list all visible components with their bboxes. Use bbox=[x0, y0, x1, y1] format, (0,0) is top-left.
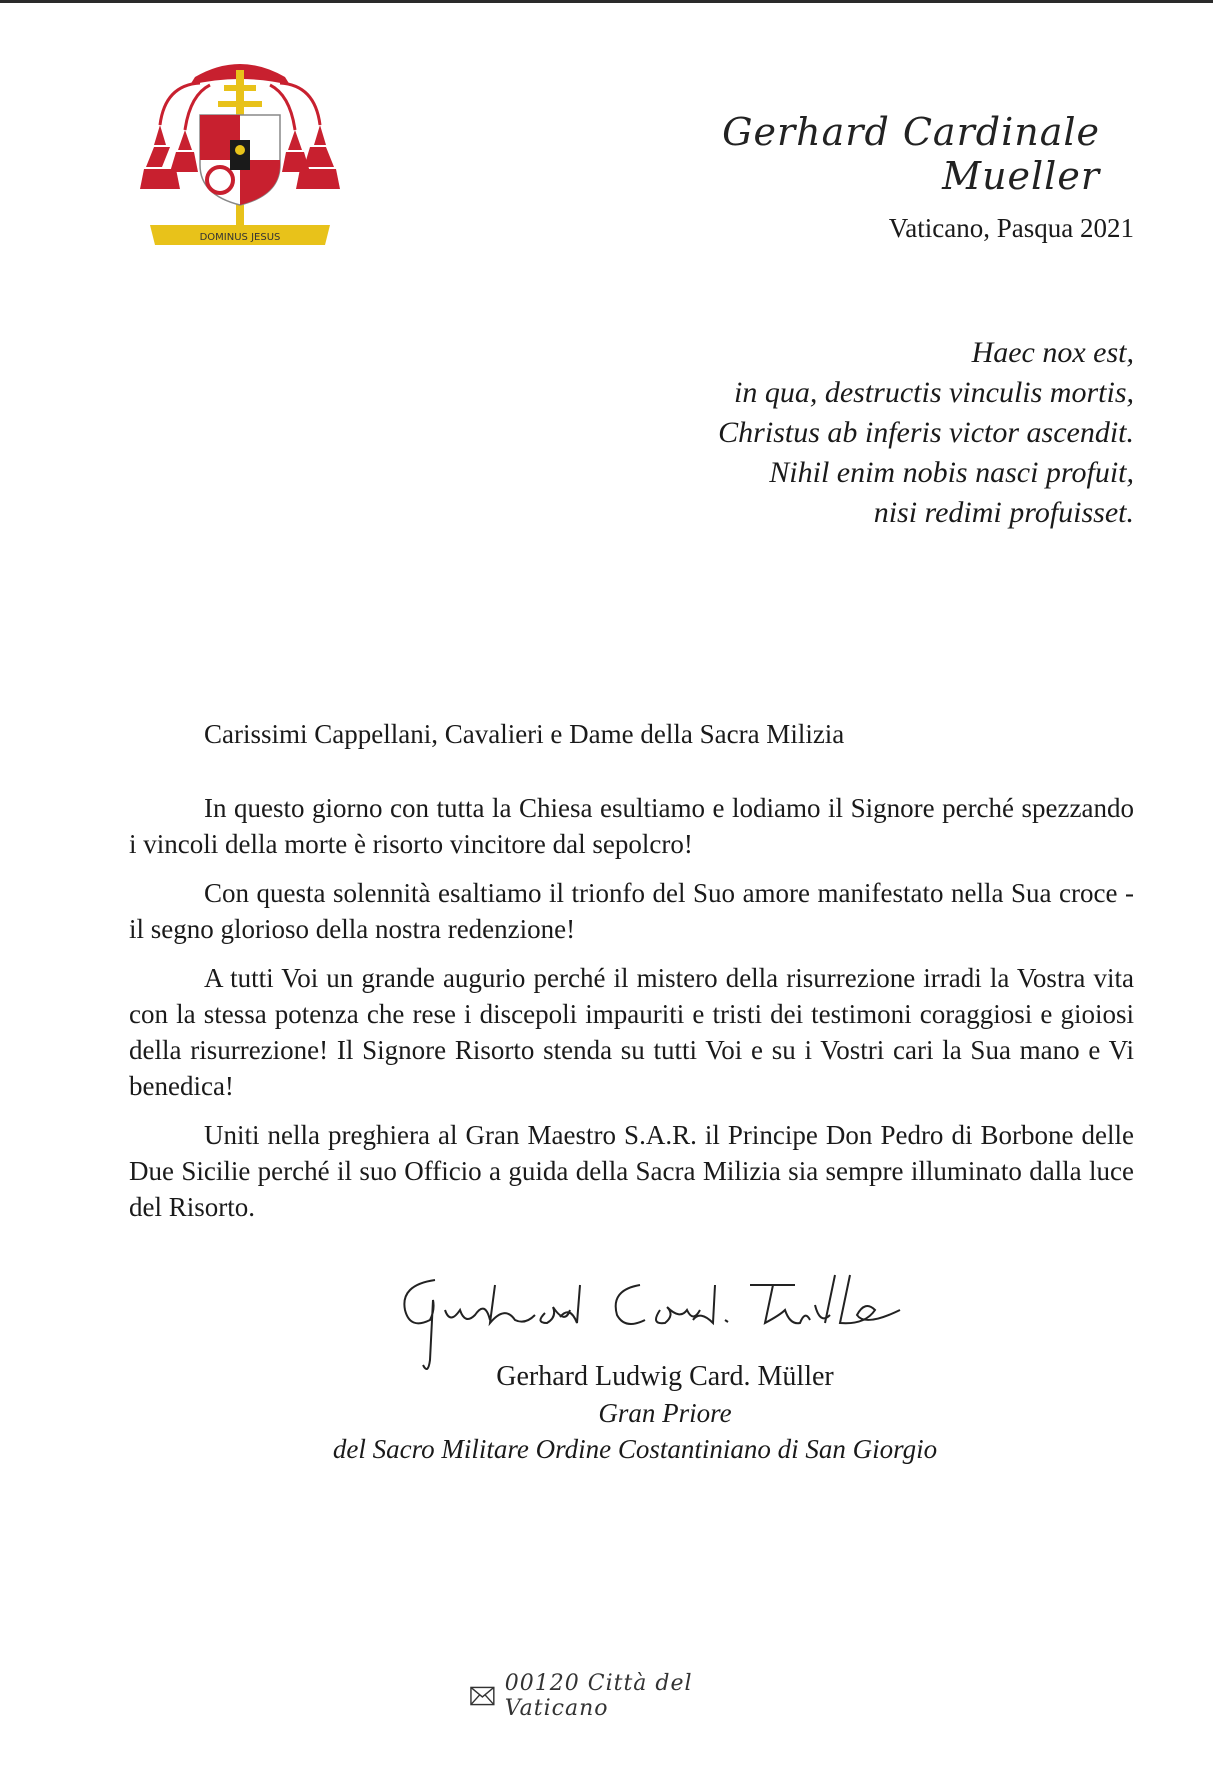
body-paragraph: Con questa solennità esaltiamo il trionfo del Suo amore manifestato nella Sua croce - il segno glorioso della nostra redenzione! bbox=[129, 878, 1134, 944]
body-paragraph: A tutti Voi un grande augurio perché il mistero della risurrezione irradi la Vostra vita con la stessa potenza che rese i discepoli impauriti e tristi dei testimoni coraggiosi e gioiosi della risurrezione! Il Signore Risorto stenda su tutti Voi e su i Vostri cari la Sua mano e Vi benedica! bbox=[129, 963, 1134, 1101]
signer-title: Gran Priore bbox=[598, 1398, 732, 1428]
body-paragraph: Uniti nella preghiera al Gran Maestro S.A.R. il Principe Don Pedro di Borbone delle Due Sicilie perché il suo Officio a guida della Sacra Milizia sia sempre illuminato dalla luce del Risorto. bbox=[129, 1120, 1134, 1222]
signer-order: del Sacro Militare Ordine Costantiniano di San Giorgio bbox=[332, 1434, 938, 1464]
epigraph-line: nisi redimi profuisset. bbox=[873, 496, 1134, 529]
tassels-left bbox=[140, 125, 198, 189]
letterhead-name: Gerhard Cardinale Mueller bbox=[722, 110, 1100, 198]
place-date: Vaticano, Pasqua 2021 bbox=[888, 213, 1134, 243]
signer-name: Gerhard Ludwig Card. Müller bbox=[496, 1361, 834, 1392]
salutation: Carissimi Cappellani, Cavalieri e Dame della Sacra Milizia bbox=[204, 719, 845, 749]
epigraph bbox=[718, 333, 1134, 533]
epigraph-line: Nihil enim nobis nasci profuit, bbox=[769, 456, 1134, 489]
body-paragraph: In questo giorno con tutta la Chiesa esultiamo e lodiamo il Signore perché spezzando i vincoli della morte è risorto vincitore dal sepolcro! bbox=[129, 793, 1134, 859]
epigraph-line: Christus ab inferis victor ascendit. bbox=[718, 416, 1134, 449]
coat-of-arms bbox=[140, 55, 340, 265]
footer-address bbox=[470, 1671, 790, 1721]
footer-address-text: 00120 Città del Vaticano bbox=[504, 1671, 693, 1721]
epigraph-line: in qua, destructis vinculis mortis, bbox=[734, 376, 1134, 409]
letter-body bbox=[129, 790, 1134, 1238]
envelope-icon bbox=[470, 1686, 495, 1706]
top-rule bbox=[0, 0, 1213, 3]
tassels-right bbox=[282, 125, 340, 189]
crest-motto: DOMINUS JESUS bbox=[199, 232, 281, 243]
signature-block bbox=[300, 1359, 970, 1467]
epigraph-line: Haec nox est, bbox=[971, 336, 1134, 369]
